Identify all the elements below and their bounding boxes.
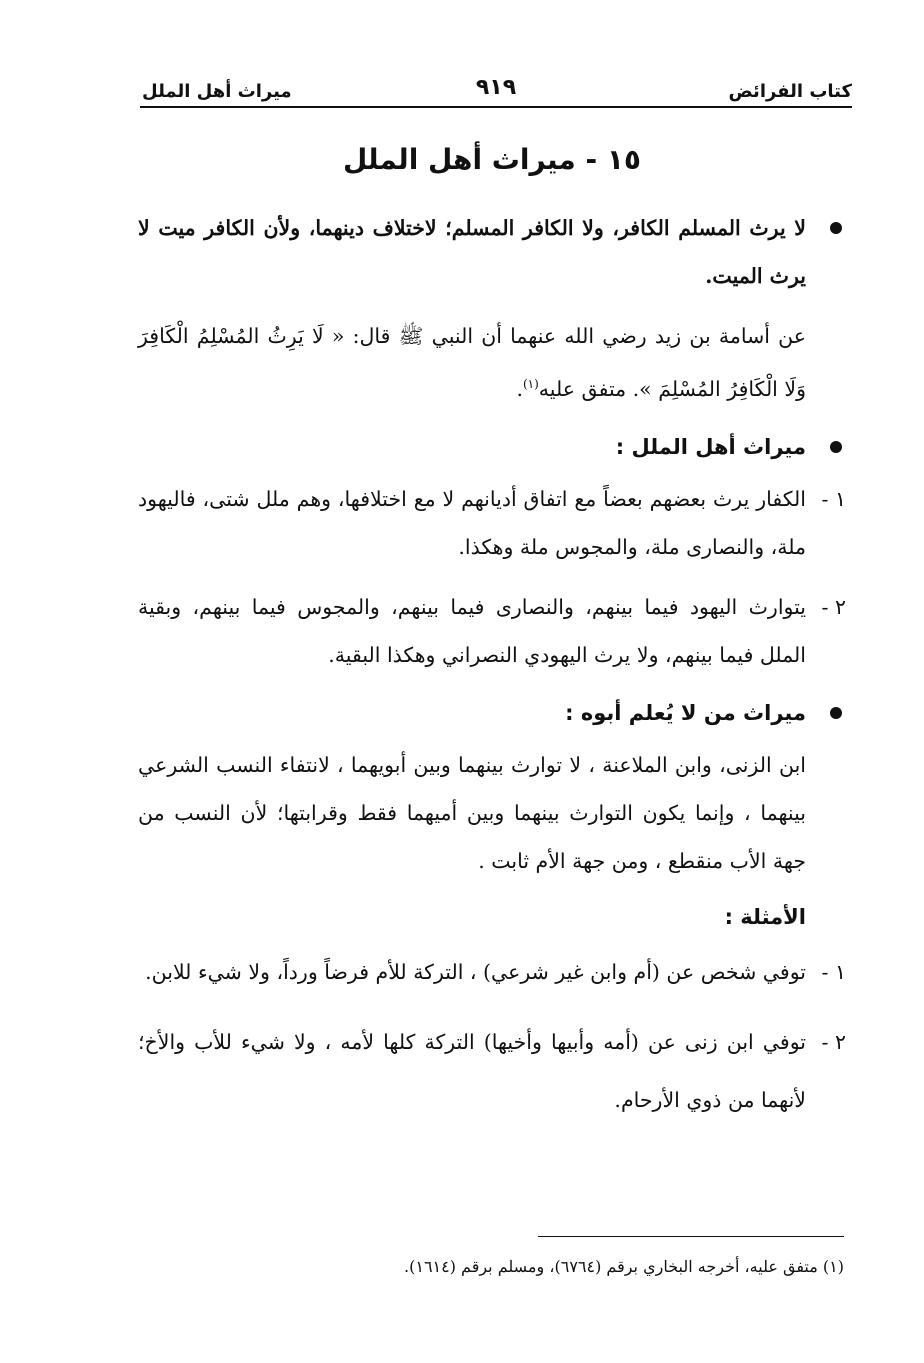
examples-heading: الأمثلة : (724, 904, 806, 929)
page-number: ٩١٩ (475, 75, 517, 100)
page-body (138, 138, 846, 1141)
footnote-ref: (١) (522, 377, 539, 391)
milal-item-1 (138, 475, 846, 571)
hadith-paragraph: عن أسامة بن زيد رضي الله عنهما أن النبي ﷺ قال: « لَا يَرِثُ المُسْلِمُ الْكَافِرَ وَلَا الْكَافِرُ المُسْلِمَ ». متفق عليه$^{(١)}$. (138, 324, 806, 401)
footnote-divider (538, 1236, 844, 1237)
running-header (140, 72, 852, 108)
unknown-father-text: ابن الزنى، وابن الملاعنة ، لا توارث بينهما وبين أبويهما ، لانتفاء النسب الشرعي بينهما ، وإنما يكون التوارث بينهما وبين أميهما فقط وقرابتها؛ لأن النسب من جهة الأب منقطع ، ومن جهة الأم ثابت . (138, 752, 806, 873)
heading-unknown-father-text: ميراث من لا يُعلم أبوه : (565, 700, 806, 725)
intro-bullet (138, 204, 846, 300)
item-number: ٢ - (821, 594, 846, 619)
milal-item-2 (138, 583, 846, 679)
item-text: الكفار يرث بعضهم بعضاً مع اتفاق أديانهم لا مع اختلافها، وهم ملل شتى، فاليهود ملة، والنصارى ملة، والمجوس ملة وهكذا. (138, 486, 806, 559)
heading-unknown-father (138, 691, 846, 735)
hadith-text: عن أسامة بن زيد رضي الله عنهما أن النبي ﷺ قال: « لَا يَرِثُ المُسْلِمُ الْكَافِرَ وَلَا الْكَافِرُ المُسْلِمَ ». متفق عليه (138, 324, 806, 401)
item-text: توفي ابن زنى عن (أمه وأبيها وأخيها) التركة كلها لأمه ، ولا شيء للأب والأخ؛ لأنهما من ذوي الأرحام. (138, 1029, 806, 1112)
item-number: ١ - (821, 959, 846, 984)
footnote: (١) متفق عليه، أخرجه البخاري برقم (٦٧٦٤)، ومسلم برقم (١٦١٤). (404, 1257, 844, 1276)
unknown-father-paragraph (138, 741, 846, 885)
example-item-2 (138, 1013, 846, 1129)
item-text: يتوارث اليهود فيما بينهم، والنصارى فيما بينهم، والمجوس فيما بينهم، وبقية الملل فيما بينهم، ولا يرث اليهودي النصراني وهكذا البقية. (138, 594, 806, 667)
example-item-1 (138, 943, 846, 1001)
intro-bullet-text: لا يرث المسلم الكافر، ولا الكافر المسلم؛ لاختلاف دينهما، ولأن الكافر ميت لا يرث الميت. (138, 216, 806, 288)
chapter-title: ١٥ - ميراث أهل الملل (342, 143, 642, 176)
item-text: توفي شخص عن (أم وابن غير شرعي) ، التركة للأم فرضاً ورداً، ولا شيء للابن. (145, 959, 806, 984)
bullet-icon (830, 222, 842, 234)
heading-milal (138, 425, 846, 469)
heading-milal-text: ميراث أهل الملل : (615, 434, 806, 459)
section-title: ميراث أهل الملل (142, 81, 292, 102)
item-number: ٢ - (821, 1029, 846, 1054)
item-number: ١ - (821, 486, 846, 511)
bullet-icon (830, 707, 842, 719)
book-title: كتاب الفرائض (728, 81, 852, 102)
bullet-icon (830, 441, 842, 453)
